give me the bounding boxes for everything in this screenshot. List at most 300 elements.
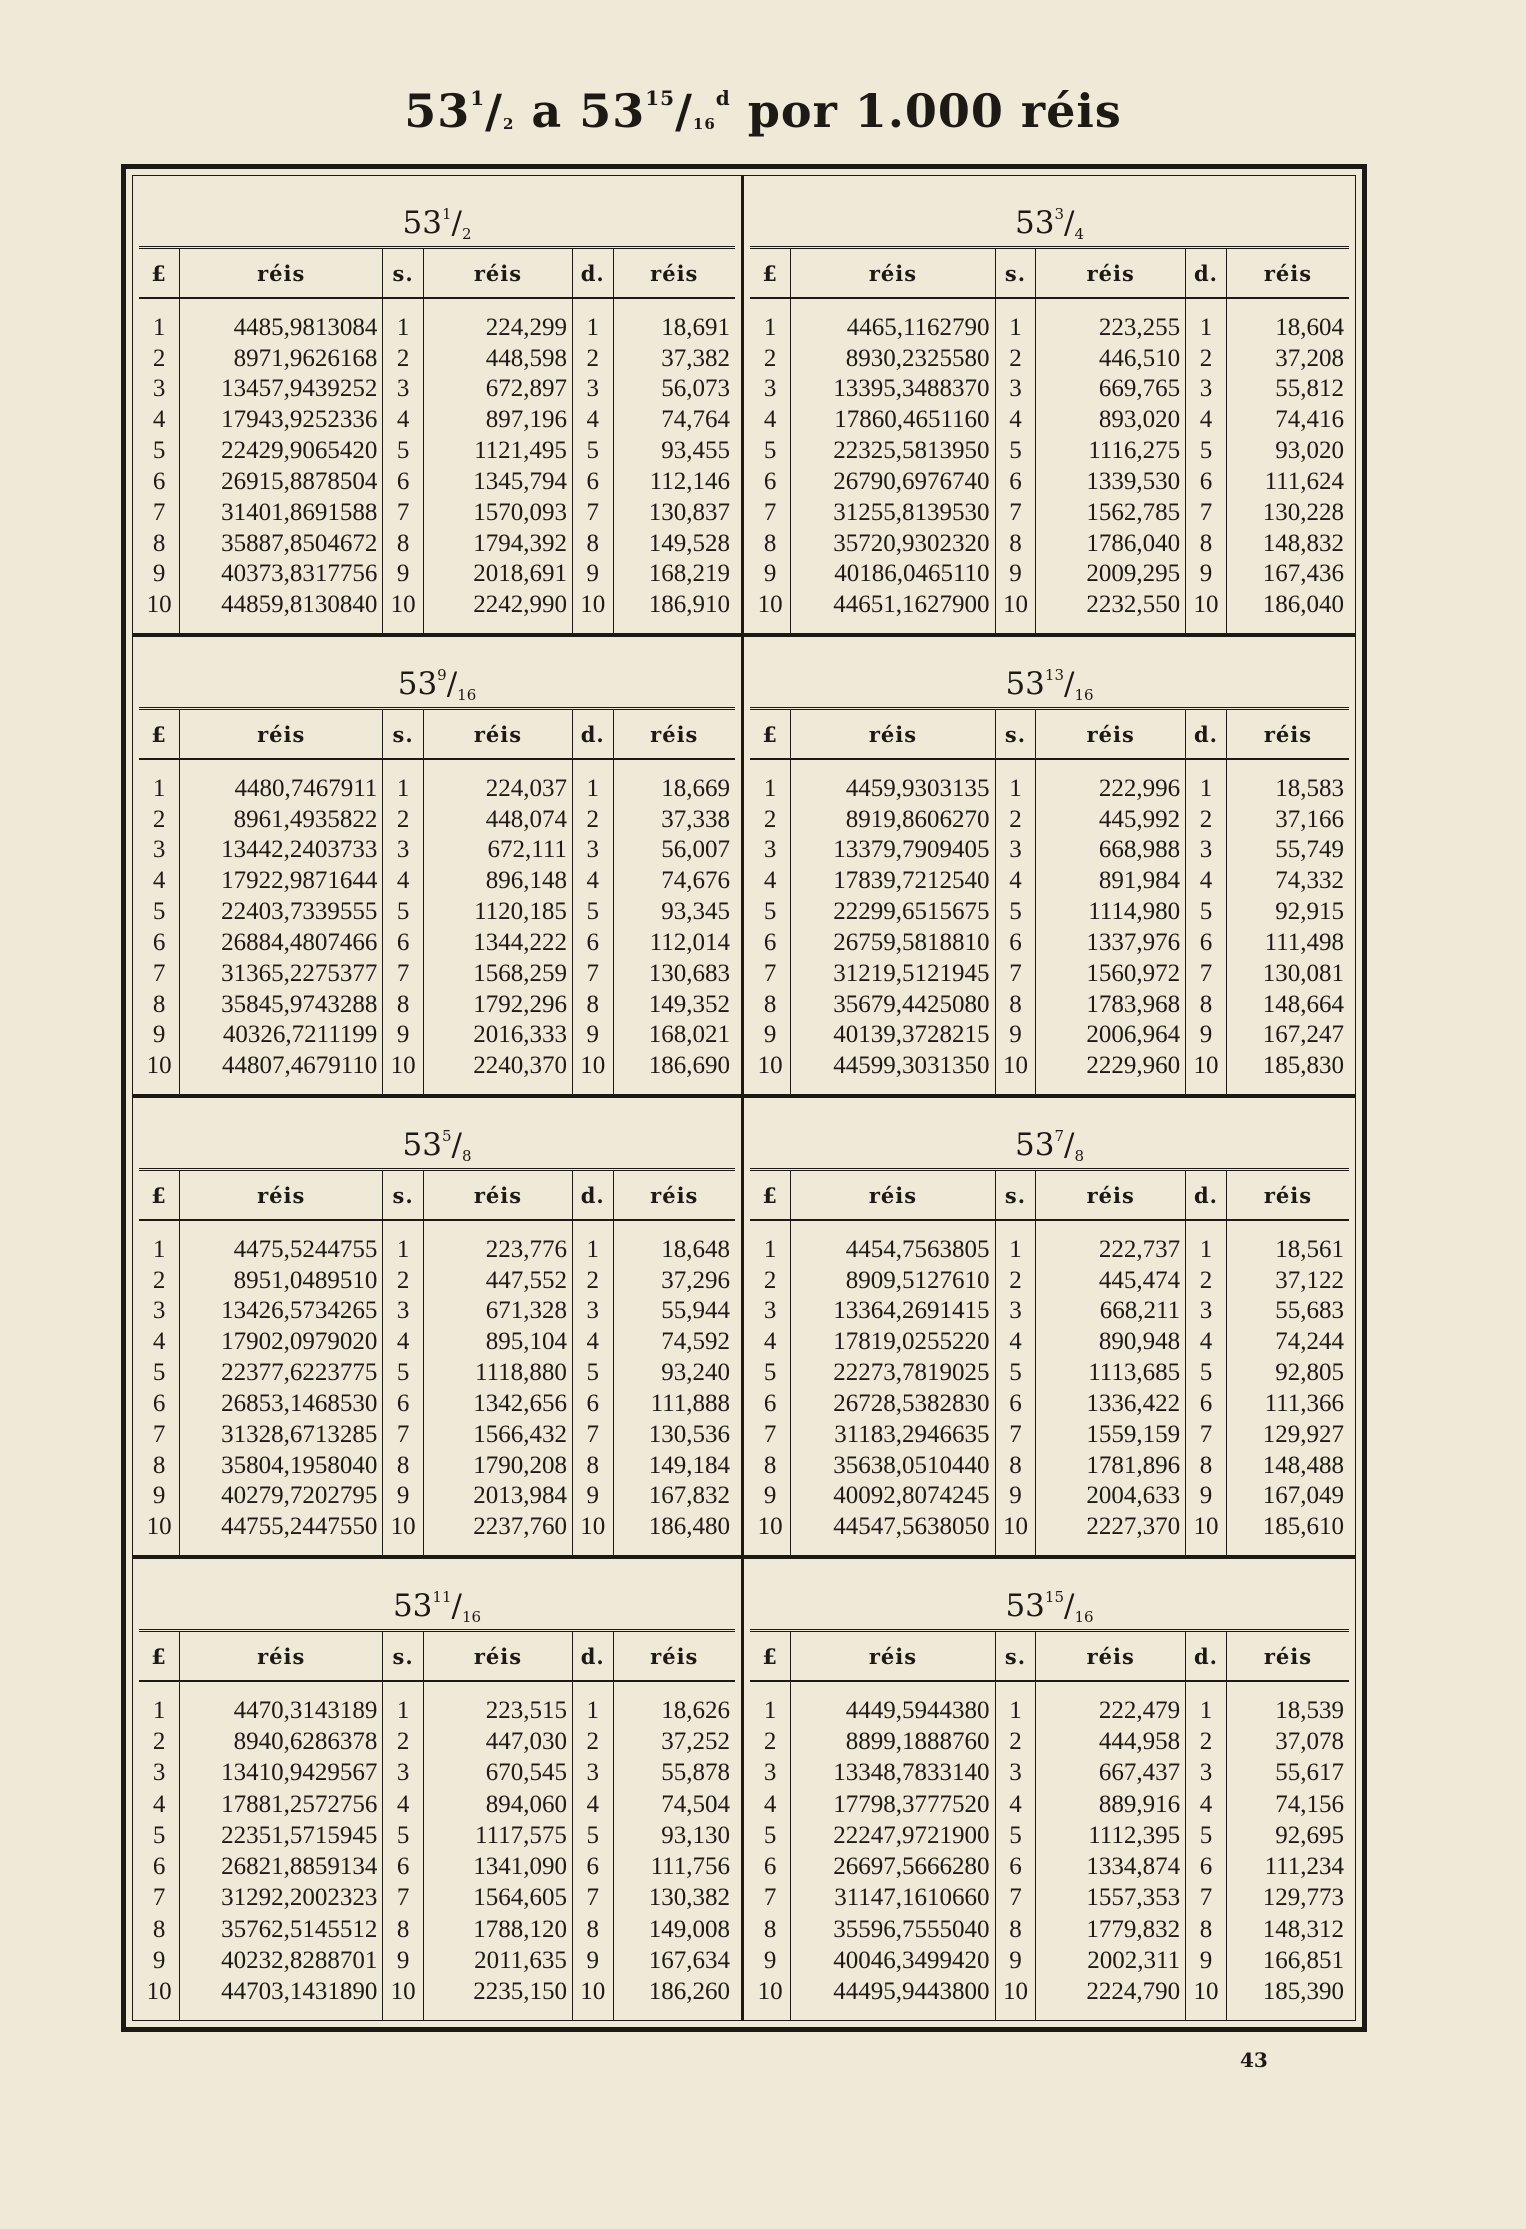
quantity-cell: 4	[383, 1326, 424, 1357]
rate-denominator: 8	[461, 1147, 472, 1165]
quantity-cell: 9	[995, 1480, 1036, 1511]
quantity-cell: 8	[139, 989, 180, 1020]
pound-header: £	[139, 1171, 180, 1220]
reis-value-cell: 185,830	[1262, 1052, 1344, 1080]
quantity-cell: 1	[995, 1234, 1036, 1265]
reis-value-cell: 1120,185	[423, 896, 572, 927]
reis-value-cell: 1788,120	[423, 1913, 572, 1944]
quantity-cell: 4	[383, 1789, 424, 1820]
rate-whole: 53	[1005, 1588, 1045, 1624]
quantity-cell: 3	[995, 373, 1036, 404]
quantity-cell: 5	[1186, 896, 1227, 927]
title-whole-1: 53	[404, 84, 471, 138]
reis-value-cell: 92,805	[1275, 1359, 1344, 1387]
quantity-cell: 1	[750, 773, 791, 804]
quantity-cell: 4	[1186, 1789, 1227, 1820]
reis-value-cell: 668,211	[1036, 1295, 1186, 1326]
quantity-cell: 4	[995, 1789, 1036, 1820]
title-frac1-num: 1	[470, 86, 486, 110]
reis-value-cell: 149,352	[648, 990, 730, 1018]
quantity-cell: 7	[139, 1882, 180, 1913]
quantity-cell: 5	[383, 896, 424, 927]
reis-value-cell: 2242,990	[423, 589, 572, 620]
reis-value-cell: 56,073	[661, 375, 730, 403]
quantity-cell: 9	[995, 1019, 1036, 1050]
table-row	[750, 1450, 1349, 1481]
reis-value-cell: 130,683	[648, 959, 730, 987]
reis-value-cell: 55,812	[1275, 375, 1344, 403]
reis-value-cell: 22429,9065420	[180, 435, 383, 466]
quantity-cell: 5	[995, 435, 1036, 466]
quantity-cell: 9	[572, 1945, 613, 1976]
reis-value-cell: 224,299	[423, 312, 572, 343]
reis-value-cell: 1116,275	[1036, 435, 1186, 466]
quantity-cell: 10	[139, 1050, 180, 1081]
reis-value-cell: 44859,8130840	[180, 589, 383, 620]
quantity-cell: 7	[139, 1419, 180, 1450]
quantity-cell: 9	[995, 1945, 1036, 1976]
table-row	[750, 343, 1349, 374]
reis-header: réis	[180, 1632, 383, 1681]
reis-value-cell: 93,455	[661, 437, 730, 465]
pound-header: £	[139, 1632, 180, 1681]
table-row	[139, 834, 735, 865]
reis-value-cell: 893,020	[1036, 404, 1186, 435]
quantity-cell: 6	[139, 1388, 180, 1419]
reis-value-cell: 55,749	[1275, 836, 1344, 864]
table-row	[139, 1326, 735, 1357]
quantity-cell: 3	[383, 1295, 424, 1326]
rate-block-title: $53^3/_4$	[750, 176, 1349, 249]
quantity-cell: 3	[995, 1295, 1036, 1326]
table-row	[139, 1882, 735, 1913]
reis-value-cell: 444,958	[1036, 1726, 1186, 1757]
reis-value-cell: 1570,093	[423, 497, 572, 528]
quantity-cell: 4	[139, 404, 180, 435]
rate-block	[744, 1559, 1355, 2020]
reis-value-cell: 1112,395	[1036, 1820, 1186, 1851]
quantity-cell: 8	[572, 528, 613, 559]
table-row	[139, 1913, 735, 1944]
reis-value-cell: 35804,1958040	[180, 1450, 383, 1481]
quantity-cell: 7	[572, 497, 613, 528]
reis-value-cell: 112,014	[649, 928, 730, 956]
table-row	[750, 1326, 1349, 1357]
reis-value-cell: 167,634	[648, 1946, 730, 1974]
reis-value-cell: 2009,295	[1036, 558, 1186, 589]
quantity-cell: 3	[1186, 834, 1227, 865]
reis-value-cell: 1113,685	[1036, 1357, 1186, 1388]
reis-value-cell: 44599,3031350	[791, 1050, 995, 1081]
quantity-cell: 9	[383, 1480, 424, 1511]
reis-value-cell: 668,988	[1036, 834, 1186, 865]
reis-value-cell: 112,146	[649, 467, 730, 495]
reis-value-cell: 1779,832	[1036, 1913, 1186, 1944]
quantity-cell: 9	[750, 1019, 791, 1050]
penny-header: d.	[572, 249, 613, 298]
reis-value-cell: 56,007	[661, 836, 730, 864]
reis-value-cell: 26884,4807466	[180, 927, 383, 958]
reis-value-cell: 74,332	[1275, 867, 1344, 895]
reis-value-cell: 186,910	[648, 591, 730, 619]
quantity-cell: 9	[1186, 1019, 1227, 1050]
reis-value-cell: 37,208	[1275, 344, 1344, 372]
quantity-cell: 10	[139, 589, 180, 620]
reis-value-cell: 1342,656	[423, 1388, 572, 1419]
reis-header: réis	[613, 249, 735, 298]
reis-header: réis	[791, 1171, 995, 1220]
table-row	[139, 1450, 735, 1481]
quantity-cell: 9	[1186, 1945, 1227, 1976]
quantity-cell: 3	[572, 373, 613, 404]
table-row	[750, 404, 1349, 435]
conversion-grid	[132, 175, 1356, 2021]
quantity-cell: 10	[1186, 1976, 1227, 2007]
rate-block	[133, 637, 744, 1098]
quantity-cell: 3	[383, 1757, 424, 1788]
rate-block	[133, 1559, 744, 2020]
reis-value-cell: 8930,2325580	[791, 343, 995, 374]
quantity-cell: 5	[995, 1820, 1036, 1851]
reis-value-cell: 44651,1627900	[791, 589, 995, 620]
reis-value-cell: 8919,8606270	[791, 804, 995, 835]
reis-header: réis	[423, 1632, 572, 1681]
reis-value-cell: 223,515	[423, 1695, 572, 1726]
quantity-cell: 6	[383, 1851, 424, 1882]
quantity-cell: 10	[1186, 589, 1227, 620]
quantity-cell: 9	[1186, 558, 1227, 589]
table-row	[750, 773, 1349, 804]
reis-value-cell: 1345,794	[423, 466, 572, 497]
reis-value-cell: 31292,2002323	[180, 1882, 383, 1913]
rate-block-title: $53^1/_2$	[139, 176, 735, 249]
rate-denominator: 2	[461, 225, 472, 243]
quantity-cell: 8	[383, 989, 424, 1020]
table-row	[750, 1913, 1349, 1944]
rate-whole: 53	[402, 205, 442, 241]
reis-value-cell: 2237,760	[423, 1511, 572, 1542]
table-row	[750, 312, 1349, 343]
reis-value-cell: 891,984	[1036, 865, 1186, 896]
reis-value-cell: 74,244	[1275, 1328, 1344, 1356]
table-row	[139, 1480, 735, 1511]
reis-header: réis	[791, 249, 995, 298]
table-row	[139, 1265, 735, 1296]
quantity-cell: 8	[1186, 528, 1227, 559]
quantity-cell: 10	[572, 1511, 613, 1542]
reis-value-cell: 130,837	[648, 498, 730, 526]
reis-value-cell: 2240,370	[423, 1050, 572, 1081]
quantity-cell: 10	[383, 589, 424, 620]
reis-header: réis	[423, 249, 572, 298]
quantity-cell: 4	[995, 865, 1036, 896]
quantity-cell: 7	[995, 1419, 1036, 1450]
reis-value-cell: 148,832	[1262, 529, 1344, 557]
reis-value-cell: 130,536	[648, 1420, 730, 1448]
quantity-cell: 2	[139, 804, 180, 835]
quantity-cell: 1	[383, 1234, 424, 1265]
rate-block-title: $53^{13}/_{16}$	[750, 637, 1349, 710]
pound-header: £	[750, 1632, 791, 1681]
reis-value-cell: 148,312	[1262, 1915, 1344, 1943]
quantity-cell: 5	[572, 435, 613, 466]
quantity-cell: 4	[1186, 1326, 1227, 1357]
reis-header: réis	[1036, 249, 1186, 298]
reis-value-cell: 26821,8859134	[180, 1851, 383, 1882]
quantity-cell: 1	[995, 773, 1036, 804]
reis-value-cell: 55,944	[661, 1297, 730, 1325]
quantity-cell: 5	[383, 1357, 424, 1388]
reis-value-cell: 22351,5715945	[180, 1820, 383, 1851]
table-row	[139, 1945, 735, 1976]
quantity-cell: 4	[750, 1789, 791, 1820]
quantity-cell: 4	[1186, 404, 1227, 435]
reis-value-cell: 148,488	[1262, 1451, 1344, 1479]
quantity-cell: 5	[572, 896, 613, 927]
penny-header: d.	[572, 710, 613, 759]
pound-header: £	[139, 710, 180, 759]
reis-value-cell: 55,878	[661, 1759, 730, 1787]
reis-value-cell: 186,480	[648, 1513, 730, 1541]
reis-value-cell: 8899,1888760	[791, 1726, 995, 1757]
quantity-cell: 7	[572, 958, 613, 989]
quantity-cell: 2	[1186, 343, 1227, 374]
table-row	[139, 1820, 735, 1851]
quantity-cell: 4	[139, 1326, 180, 1357]
page-title: $53^1/_2$ a $53^{15}/_{16}^d$ por 1.000 réis	[404, 84, 1122, 138]
rate-numerator: 1	[441, 205, 452, 223]
table-row	[750, 1295, 1349, 1326]
quantity-cell: 8	[383, 1450, 424, 1481]
quantity-cell: 9	[139, 558, 180, 589]
quantity-cell: 6	[572, 466, 613, 497]
quantity-cell: 4	[750, 1326, 791, 1357]
reis-value-cell: 13395,3488370	[791, 373, 995, 404]
reis-value-cell: 18,691	[661, 313, 730, 341]
table-row	[750, 1050, 1349, 1081]
reis-value-cell: 445,474	[1036, 1265, 1186, 1296]
quantity-cell: 3	[139, 1757, 180, 1788]
reis-value-cell: 671,328	[423, 1295, 572, 1326]
reis-value-cell: 18,539	[1275, 1697, 1344, 1725]
table-row	[750, 1757, 1349, 1788]
quantity-cell: 7	[750, 1882, 791, 1913]
reis-value-cell: 8951,0489510	[180, 1265, 383, 1296]
reis-value-cell: 149,528	[648, 529, 730, 557]
reis-value-cell: 894,060	[423, 1789, 572, 1820]
quantity-cell: 1	[750, 1695, 791, 1726]
quantity-cell: 6	[750, 1388, 791, 1419]
reis-value-cell: 18,648	[661, 1235, 730, 1263]
reis-value-cell: 2011,635	[423, 1945, 572, 1976]
quantity-cell: 1	[1186, 773, 1227, 804]
table-row	[750, 589, 1349, 620]
reis-value-cell: 129,927	[1262, 1420, 1344, 1448]
quantity-cell: 3	[750, 834, 791, 865]
quantity-cell: 7	[750, 1419, 791, 1450]
reis-value-cell: 22273,7819025	[791, 1357, 995, 1388]
reis-value-cell: 111,624	[1264, 467, 1344, 495]
conversion-table	[750, 710, 1349, 1094]
reis-value-cell: 185,610	[1262, 1513, 1344, 1541]
table-row	[139, 804, 735, 835]
penny-header: d.	[1186, 1632, 1227, 1681]
reis-value-cell: 148,664	[1262, 990, 1344, 1018]
table-row	[750, 1511, 1349, 1542]
quantity-cell: 10	[139, 1511, 180, 1542]
reis-value-cell: 222,996	[1036, 773, 1186, 804]
quantity-cell: 2	[750, 343, 791, 374]
quantity-cell: 1	[383, 312, 424, 343]
rate-denominator: 16	[461, 1608, 482, 1626]
quantity-cell: 8	[572, 989, 613, 1020]
reis-value-cell: 168,219	[648, 560, 730, 588]
quantity-cell: 5	[995, 896, 1036, 927]
table-row	[139, 497, 735, 528]
table-row	[750, 989, 1349, 1020]
quantity-cell: 7	[1186, 497, 1227, 528]
quantity-cell: 9	[995, 558, 1036, 589]
reis-value-cell: 130,382	[648, 1884, 730, 1912]
quantity-cell: 7	[383, 1882, 424, 1913]
table-row	[750, 834, 1349, 865]
reis-header: réis	[1226, 710, 1349, 759]
quantity-cell: 1	[572, 1695, 613, 1726]
shilling-header: s.	[995, 710, 1036, 759]
reis-value-cell: 92,915	[1275, 898, 1344, 926]
reis-value-cell: 2018,691	[423, 558, 572, 589]
rate-block	[133, 176, 744, 637]
title-frac2-den: 16	[692, 115, 716, 133]
reis-value-cell: 224,037	[423, 773, 572, 804]
quantity-cell: 7	[139, 958, 180, 989]
quantity-cell: 5	[139, 1820, 180, 1851]
quantity-cell: 9	[383, 1019, 424, 1050]
table-row	[750, 466, 1349, 497]
rate-numerator: 13	[1044, 666, 1064, 684]
reis-value-cell: 44755,2447550	[180, 1511, 383, 1542]
quantity-cell: 1	[1186, 1234, 1227, 1265]
table-row	[139, 1388, 735, 1419]
quantity-cell: 5	[1186, 1820, 1227, 1851]
quantity-cell: 7	[139, 497, 180, 528]
quantity-cell: 2	[995, 1726, 1036, 1757]
conversion-table	[750, 1171, 1349, 1555]
reis-value-cell: 149,184	[648, 1451, 730, 1479]
reis-value-cell: 2013,984	[423, 1480, 572, 1511]
table-row	[750, 1695, 1349, 1726]
quantity-cell: 4	[383, 865, 424, 896]
reis-value-cell: 130,228	[1262, 498, 1344, 526]
quantity-cell: 5	[139, 1357, 180, 1388]
rate-block-title: $53^5/_8$	[139, 1098, 735, 1171]
quantity-cell: 9	[139, 1019, 180, 1050]
rate-denominator: 8	[1074, 1147, 1084, 1165]
conversion-table	[750, 1632, 1349, 2020]
reis-value-cell: 8909,5127610	[791, 1265, 995, 1296]
reis-value-cell: 111,234	[1264, 1853, 1344, 1881]
quantity-cell: 5	[750, 896, 791, 927]
reis-value-cell: 40186,0465110	[791, 558, 995, 589]
quantity-cell: 8	[750, 989, 791, 1020]
quantity-cell: 2	[1186, 804, 1227, 835]
reis-value-cell: 1566,432	[423, 1419, 572, 1450]
reis-value-cell: 186,690	[648, 1052, 730, 1080]
reis-value-cell: 446,510	[1036, 343, 1186, 374]
reis-header: réis	[791, 710, 995, 759]
reis-header: réis	[1226, 1632, 1349, 1681]
quantity-cell: 10	[750, 1511, 791, 1542]
rate-numerator: 7	[1054, 1127, 1064, 1145]
reis-value-cell: 22325,5813950	[791, 435, 995, 466]
reis-value-cell: 4454,7563805	[791, 1234, 995, 1265]
quantity-cell: 5	[383, 1820, 424, 1851]
quantity-cell: 3	[995, 1757, 1036, 1788]
reis-value-cell: 17860,4651160	[791, 404, 995, 435]
table-row	[750, 1851, 1349, 1882]
reis-value-cell: 13426,5734265	[180, 1295, 383, 1326]
reis-value-cell: 890,948	[1036, 1326, 1186, 1357]
penny-header: d.	[1186, 1171, 1227, 1220]
shilling-header: s.	[383, 1632, 424, 1681]
table-row	[139, 1295, 735, 1326]
reis-value-cell: 26697,5666280	[791, 1851, 995, 1882]
table-row	[139, 1726, 735, 1757]
quantity-cell: 5	[139, 435, 180, 466]
reis-value-cell: 1557,353	[1036, 1882, 1186, 1913]
quantity-cell: 9	[572, 558, 613, 589]
reis-value-cell: 4465,1162790	[791, 312, 995, 343]
conversion-table	[139, 710, 735, 1094]
reis-value-cell: 40092,8074245	[791, 1480, 995, 1511]
reis-value-cell: 35720,9302320	[791, 528, 995, 559]
reis-header: réis	[180, 249, 383, 298]
reis-value-cell: 1559,159	[1036, 1419, 1186, 1450]
reis-value-cell: 1334,874	[1036, 1851, 1186, 1882]
rate-whole: 53	[392, 1588, 433, 1624]
title-rest: por 1.000 réis	[747, 84, 1122, 138]
quantity-cell: 2	[995, 1265, 1036, 1296]
quantity-cell: 9	[750, 1480, 791, 1511]
quantity-cell: 5	[572, 1357, 613, 1388]
rate-whole: 53	[1015, 205, 1055, 241]
reis-value-cell: 897,196	[423, 404, 572, 435]
reis-value-cell: 111,366	[1264, 1389, 1344, 1417]
quantity-cell: 3	[995, 834, 1036, 865]
rate-block	[744, 1098, 1355, 1559]
reis-value-cell: 2229,960	[1036, 1050, 1186, 1081]
reis-value-cell: 1121,495	[423, 435, 572, 466]
quantity-cell: 8	[139, 1913, 180, 1944]
quantity-cell: 2	[572, 1726, 613, 1757]
reis-value-cell: 37,338	[661, 805, 730, 833]
quantity-cell: 6	[1186, 1851, 1227, 1882]
reis-value-cell: 2232,550	[1036, 589, 1186, 620]
reis-value-cell: 31183,2946635	[791, 1419, 995, 1450]
reis-value-cell: 1568,259	[423, 958, 572, 989]
reis-value-cell: 18,626	[661, 1697, 730, 1725]
reis-value-cell: 22247,9721900	[791, 1820, 995, 1851]
table-row	[139, 927, 735, 958]
quantity-cell: 1	[383, 1695, 424, 1726]
table-row	[139, 404, 735, 435]
quantity-cell: 2	[383, 804, 424, 835]
quantity-cell: 8	[1186, 989, 1227, 1020]
quantity-cell: 6	[139, 466, 180, 497]
penny-header: d.	[1186, 249, 1227, 298]
table-row	[139, 343, 735, 374]
quantity-cell: 2	[139, 1265, 180, 1296]
